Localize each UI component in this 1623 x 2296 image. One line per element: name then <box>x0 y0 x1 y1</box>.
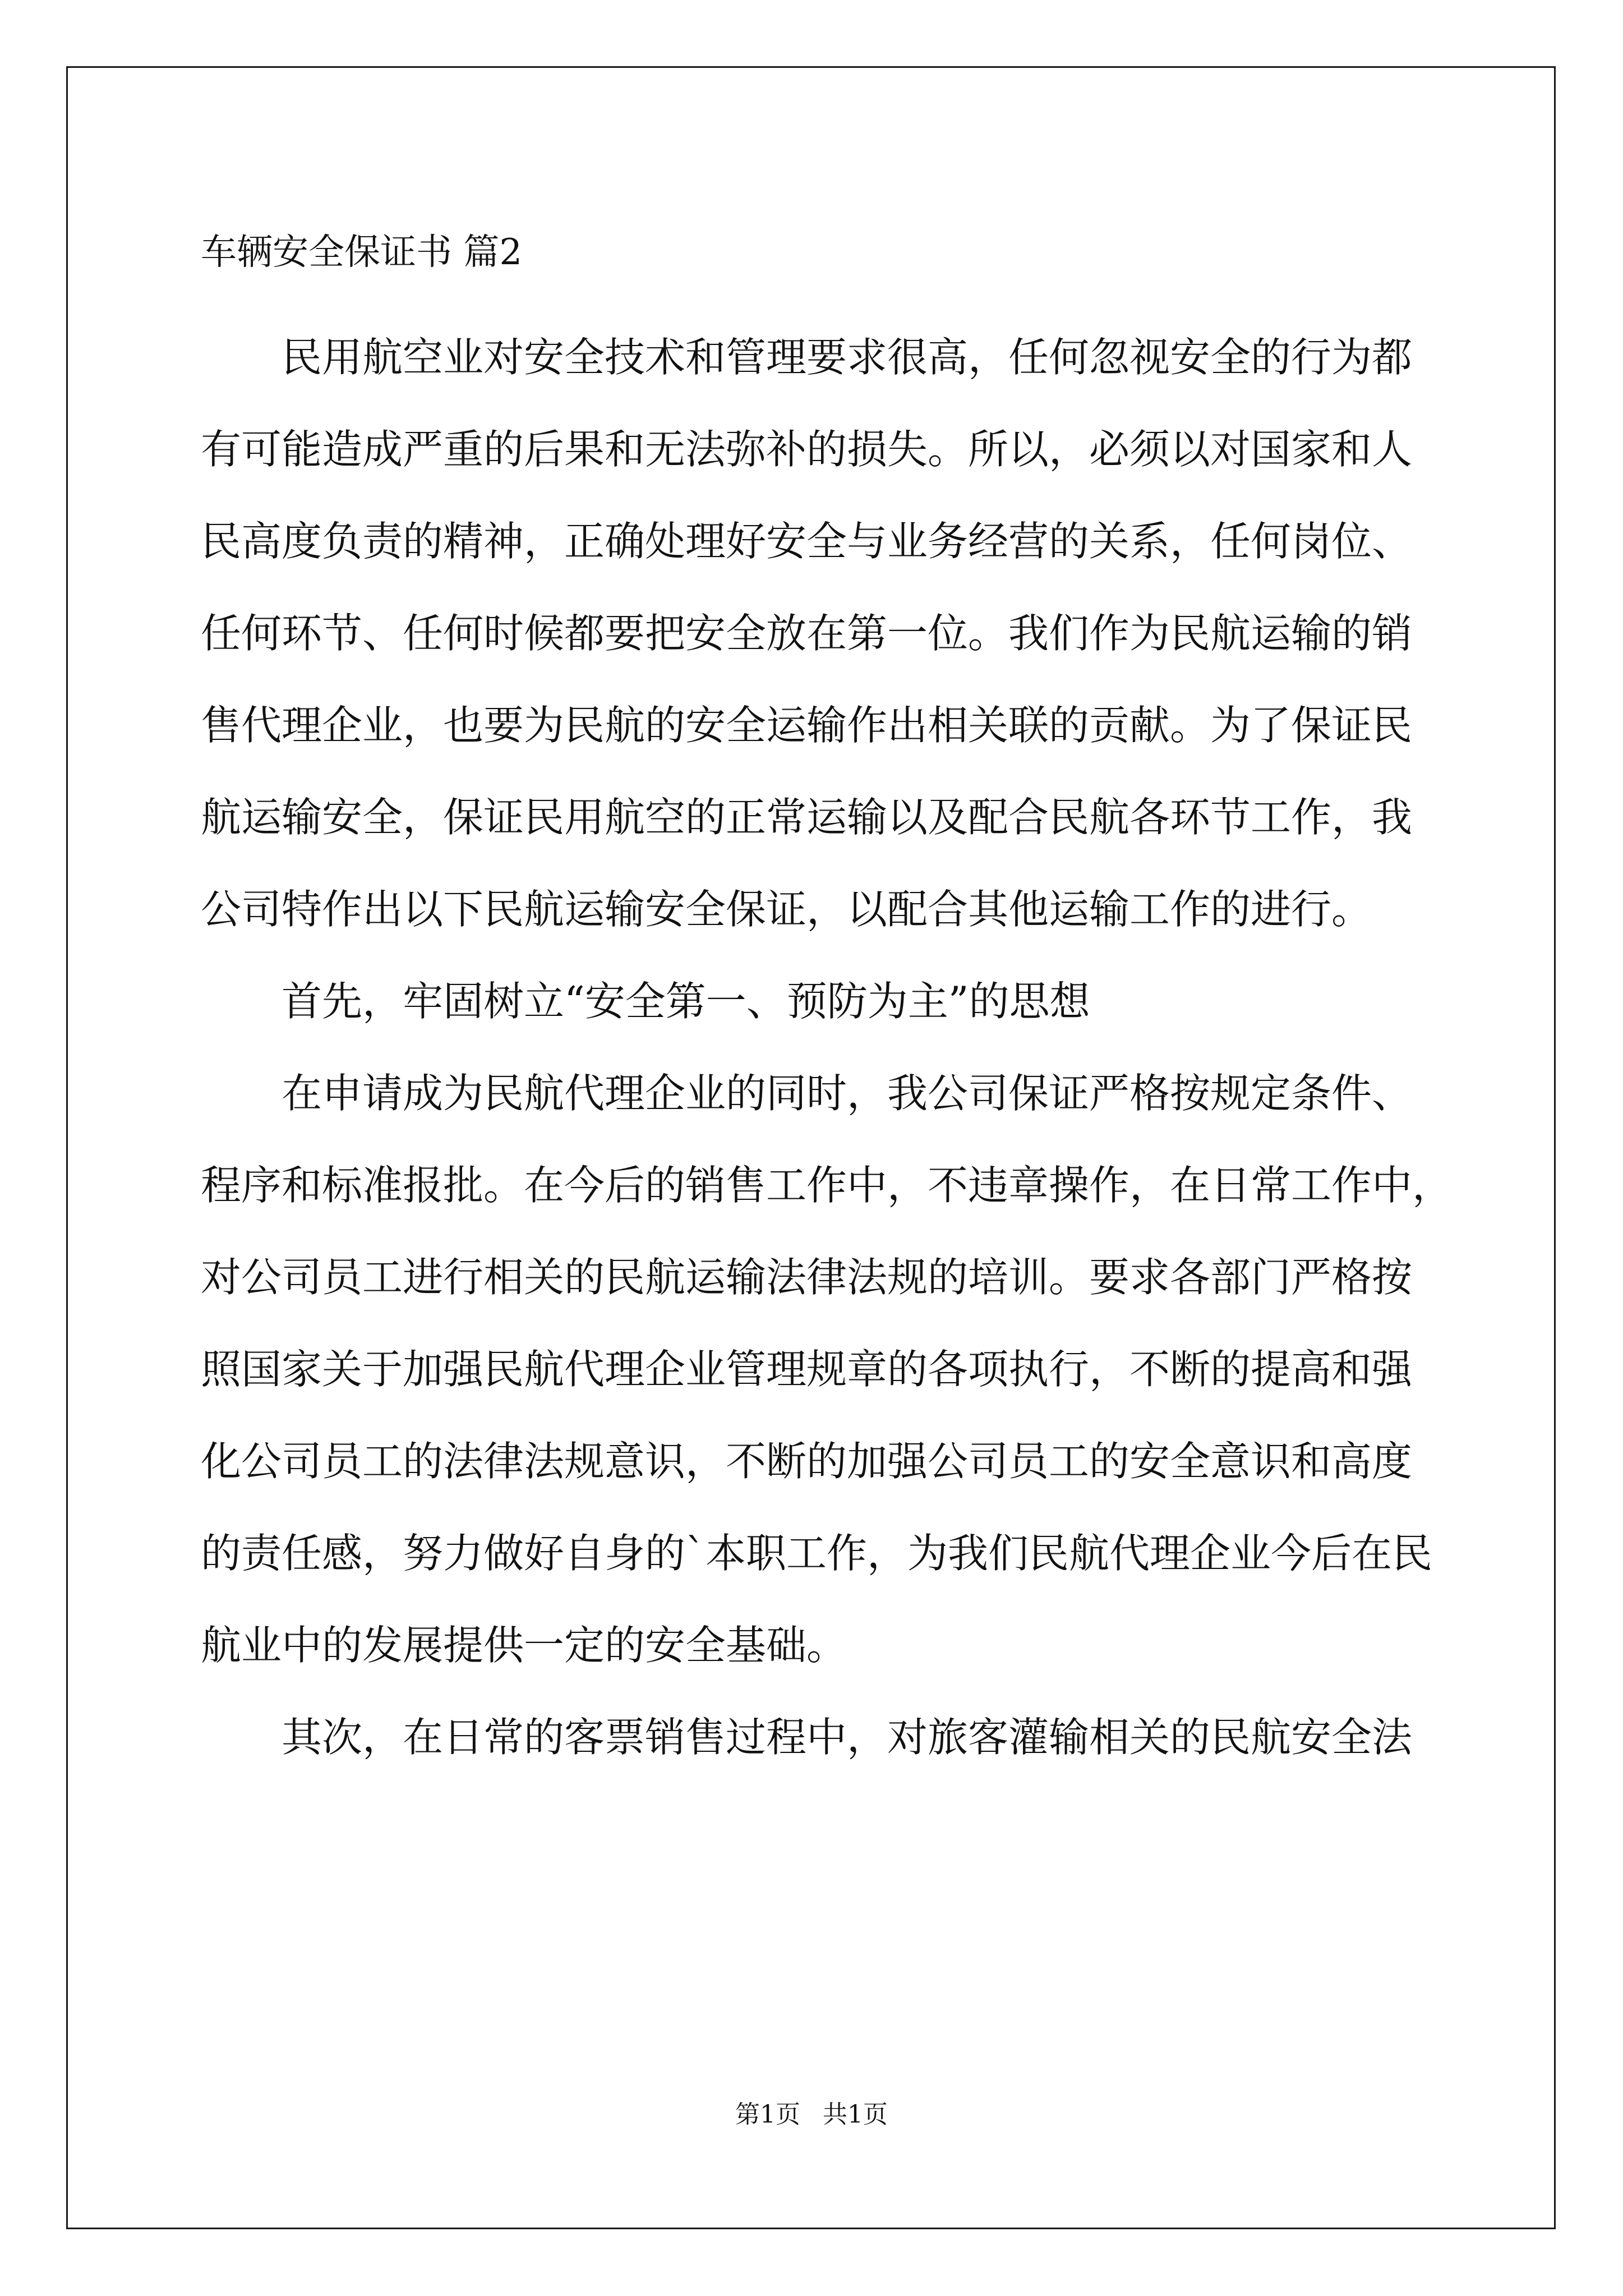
page-number-total: 共1页 <box>823 2100 888 2129</box>
paragraph-line: 其次，在日常的客票销售过程中，对旅客灌输相关的民航安全法 <box>282 1714 1413 1761</box>
section-heading: 首先，牢固树立“安全第一、预防为主”的思想 <box>282 978 1090 1025</box>
page-footer <box>0 2098 1623 2132</box>
paragraph-line: 有可能造成严重的后果和无法弥补的损失。所以，必须以对国家和人 <box>201 426 1413 473</box>
paragraph-line: 化公司员工的法律法规意识，不断的加强公司员工的安全意识和高度 <box>201 1438 1413 1485</box>
paragraph-line: 民用航空业对安全技术和管理要求很高，任何忽视安全的行为都 <box>282 334 1413 381</box>
paragraph-line: 程序和标准报批。在今后的销售工作中，不违章操作，在日常工作中， <box>201 1162 1453 1209</box>
document-body <box>201 227 1453 1783</box>
paragraph-line: 对公司员工进行相关的民航运输法律法规的培训。要求各部门严格按 <box>201 1254 1413 1301</box>
document-title: 车辆安全保证书 篇2 <box>201 232 523 273</box>
paragraph-line: 公司特作出以下民航运输安全保证，以配合其他运输工作的进行。 <box>201 886 1372 933</box>
paragraph-line: 民高度负责的精神，正确处理好安全与业务经营的关系，任何岗位、 <box>201 518 1413 565</box>
paragraph-line: 航业中的发展提供一定的安全基础。 <box>201 1622 847 1669</box>
paragraph-line: 售代理企业，也要为民航的安全运输作出相关联的贡献。为了保证民 <box>201 702 1413 749</box>
paragraph-line: 航运输安全，保证民用航空的正常运输以及配合民航各环节工作，我 <box>201 794 1413 841</box>
page-number-current: 第1页 <box>735 2100 800 2129</box>
paragraph-line: 任何环节、任何时候都要把安全放在第一位。我们作为民航运输的销 <box>201 610 1413 657</box>
paragraph-line: 在申请成为民航代理企业的同时，我公司保证严格按规定条件、 <box>282 1070 1413 1117</box>
paragraph-line: 的责任感，努力做好自身的`本职工作，为我们民航代理企业今后在民 <box>201 1530 1433 1577</box>
paragraph-line: 照国家关于加强民航代理企业管理规章的各项执行，不断的提高和强 <box>201 1346 1413 1393</box>
